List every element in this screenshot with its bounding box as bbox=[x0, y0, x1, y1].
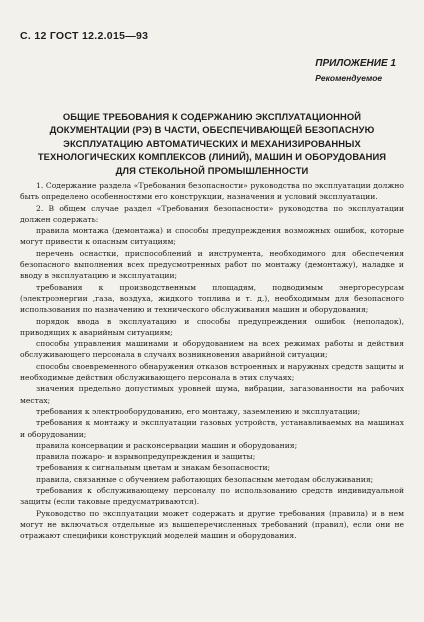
paragraph: правила пожаро- и взрывопредупреждения и защиты; bbox=[36, 452, 256, 462]
paragraph: способы управления машинами и оборудованием на всех режимах работы и действия обслуживающего персонала в случаях возникновения аварийной ситуации; bbox=[20, 339, 404, 360]
paragraph: требования к производственным площадям, подводимым энергоресурсам (электроэнергии ,газа, воздуха, жидкого топлива и т. д.), необходимым для безопасного использования по назначению и технического обслуживания машин и оборудования; bbox=[20, 282, 404, 315]
paragraph: 1. Содержание раздела «Требования безопасности» руководства по эксплуатации должно быть определено особенностями его конструкции, назначения и условий эксплуатации. bbox=[20, 181, 404, 202]
document-body bbox=[20, 180, 404, 542]
page-header: С. 12 ГОСТ 12.2.015—93 bbox=[20, 30, 149, 42]
document-title: ОБЩИЕ ТРЕБОВАНИЯ К СОДЕРЖАНИЮ ЭКСПЛУАТАЦИОННОЙ ДОКУМЕНТАЦИИ (РЭ) В ЧАСТИ, ОБЕСПЕЧИВАЮЩЕЙ БЕЗОПАСНУЮ ЭКСПЛУАТАЦИЮ АВТОМАТИЧЕСКИХ И МЕХАНИЗИРОВАННЫХ ТЕХНОЛОГИЧЕСКИХ КОМПЛЕКСОВ (ЛИНИЙ), МАШИН И ОБОРУДОВАНИЯ ДЛЯ СТЕКОЛЬНОЙ ПРОМЫШЛЕННОСТИ bbox=[37, 111, 387, 176]
paragraph: требования к монтажу и эксплуатации газовых устройств, устанавливаемых на машинах и оборудовании; bbox=[20, 418, 404, 439]
paragraph: перечень оснастки, приспособлений и инструмента, необходимого для обеспечения безопасного выполнения всех предусмотренных работ по монтажу (демонтажу), наладке и вводу в эксплуатацию и эксплуатации; bbox=[20, 248, 404, 281]
paragraph: значения предельно допустимых уровней шума, вибрации, загазованности на рабочих местах; bbox=[20, 384, 404, 405]
paragraph: требования к сигнальным цветам и знакам безопасности; bbox=[36, 463, 271, 473]
paragraph: правила консервации и расконсервации машин и оборудования; bbox=[36, 440, 298, 450]
paragraph: способы своевременного обнаружения отказов встроенных и наружных средств защиты и необходимые действия обслуживающего персонала в этих случаях; bbox=[20, 361, 404, 383]
paragraph: требования к обслуживающему персоналу по использованию средств индивидуальной защиты (если таковые предусматриваются). bbox=[20, 486, 404, 507]
appendix-label bbox=[315, 58, 396, 83]
paragraph: порядок ввода в эксплуатацию и способы предупреждения ошибок (неполадок), приводящих к аварийным ситуациям; bbox=[20, 316, 404, 337]
appendix-subtitle: Рекомендуемое bbox=[315, 73, 383, 83]
paragraph: требования к электрооборудованию, его монтажу, заземлению и эксплуатации; bbox=[36, 406, 361, 416]
paragraph: правила монтажа (демонтажа) и способы предупреждения возможных ошибок, которые могут привести к опасным ситуациям; bbox=[20, 226, 404, 247]
paragraph: правила, связанные с обучением работающих безопасным методам обслуживания; bbox=[36, 474, 374, 484]
appendix-title: ПРИЛОЖЕНИЕ 1 bbox=[315, 58, 396, 69]
paragraph: Руководство по эксплуатации может содержать и другие требования (правила) и в нем могут не включаться отдельные из вышеперечисленных требований (правил), если они не отражают специфики конструкций моделей машин и оборудования. bbox=[20, 508, 404, 541]
paragraph: 2. В общем случае раздел «Требования безопасности» руководства по эксплуатации должен содержать: bbox=[20, 203, 404, 224]
